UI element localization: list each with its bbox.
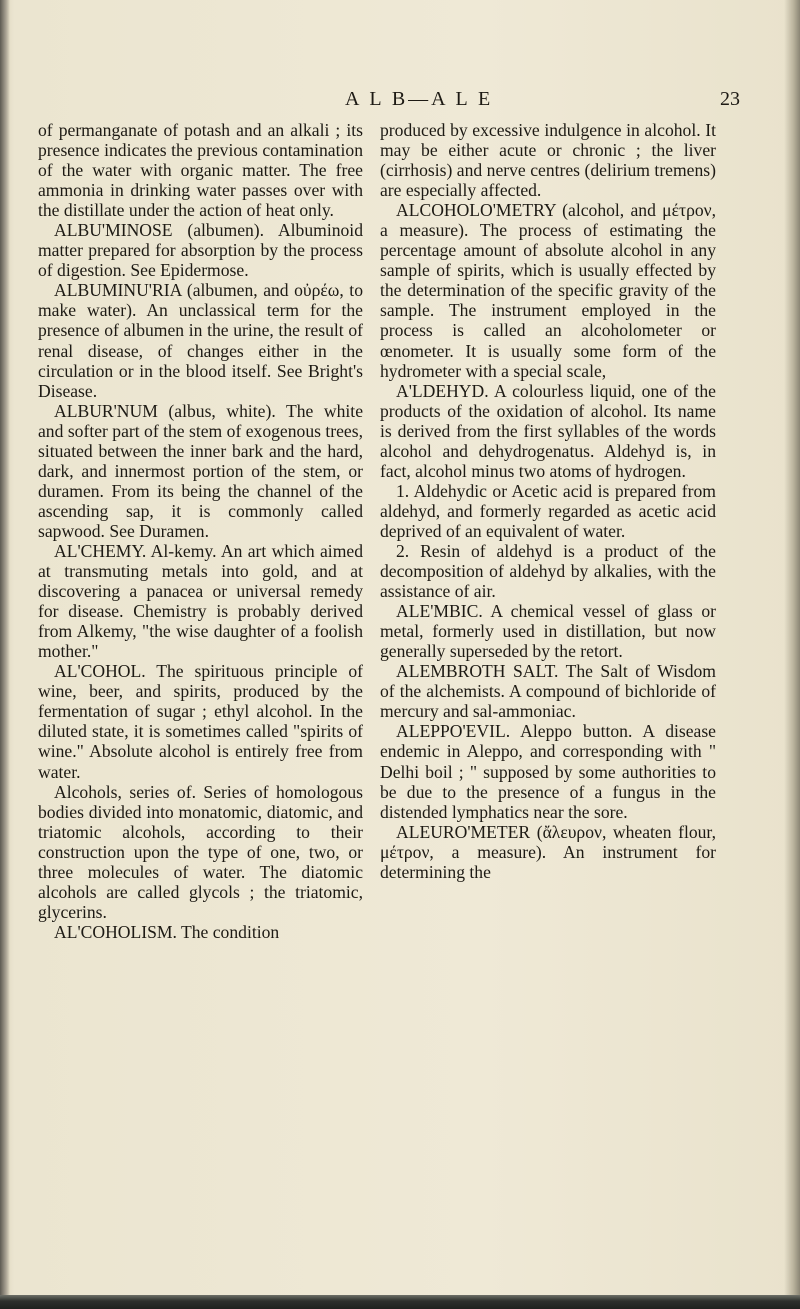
- page-header: [0, 88, 800, 114]
- paragraph: produced by excessive indulgence in alcohol. It may be either acute or chronic ; the liver (cirrhosis) and nerve centres (delirium tremens) are especially affected.: [380, 120, 716, 201]
- entry-alembroth-salt: ALEMBROTH SALT. The Salt of Wisdom of the alchemists. A compound of bichloride of mercury and sal-ammoniac.: [380, 661, 716, 722]
- entry-alcoholometry: ALCOHOLO'METRY (alcohol, and μέτρον, a measure). The process of estimating the percentage amount of absolute alcohol in any sample of spirits, which is usually effected by the determination of the specific gravity of the sample. The instrument employed in the process is called an alcoholometer or œnometer. It is usually some form of the hydrometer with a special scale,: [380, 200, 716, 381]
- bottom-edge: [0, 1295, 800, 1309]
- entry-aldehyd: A'LDEHYD. A colourless liquid, one of the products of the oxidation of alcohol. Its name is derived from the first syllables of the words alcohol and dehydrogenatus. Aldehyd is, in fact, alcohol minus two atoms of hydrogen.: [380, 380, 716, 481]
- page-edge: [784, 0, 800, 1309]
- entry-aldehydic-acid: 1. Aldehydic or Acetic acid is prepared from aldehyd, and formerly regarded as acetic acid deprived of an equivalent of water.: [380, 480, 716, 541]
- right-column: [380, 120, 716, 882]
- entry-aleppo-evil: ALEPPO'EVIL. Aleppo button. A disease endemic in Aleppo, and corresponding with " Delhi boil ; " supposed by some authorities to be due to the presence of a fungus in the distended lymphatics near the sore.: [380, 721, 716, 822]
- running-head: A L B—A L E: [345, 88, 494, 110]
- entry-alembic: ALE'MBIC. A chemical vessel of glass or metal, formerly used in distillation, but now generally superseded by the retort.: [380, 601, 716, 662]
- entry-aleurometer: ALEURO'METER (ἄλευρον, wheaten flour, μέτρον, a measure). An instrument for determining the: [380, 821, 716, 882]
- entry-alchemy: AL'CHEMY. Al-kemy. An art which aimed at transmuting metals into gold, and at discovering a panacea or universal remedy for disease. Chemistry is probably derived from Alkemy, "the wise daughter of a foolish mother.": [38, 540, 363, 662]
- entry-alcohols-series: Alcohols, series of. Series of homologous bodies divided into monatomic, diatomic, and triatomic alcohols, according to their construction upon the type of one, two, or three molecules of water. The diatomic alcohols are called glycols ; the triatomic, glycerins.: [38, 781, 363, 922]
- paragraph: of permanganate of potash and an alkali ; its presence indicates the previous contamination of the water with organic matter. The free ammonia in drinking water passes over with the distillate under the action of heat only.: [38, 120, 363, 221]
- page-number: 23: [720, 88, 740, 110]
- entry-resin-of-aldehyd: 2. Resin of aldehyd is a product of the decomposition of aldehyd by alkalies, with the assistance of air.: [380, 540, 716, 602]
- spine-shadow: [0, 0, 10, 1309]
- entry-alcohol: AL'COHOL. The spirituous principle of wine, beer, and spirits, produced by the fermentation of sugar ; ethyl alcohol. In the diluted state, it is sometimes called "spirits of wine." Absolute alcohol is entirely free from water.: [38, 661, 363, 782]
- entry-alburnum: ALBUR'NUM (albus, white). The white and softer part of the stem of exogenous trees, situated between the inner bark and the hard, dark, and innermost portion of the stem, or duramen. From its being the channel of the ascending sap, it is commonly called sapwood. See Duramen.: [38, 400, 363, 541]
- entry-alcoholism: AL'COHOLISM. The condition: [54, 921, 280, 942]
- entry-albuminuria: ALBUMINU'RIA (albumen, and οὐρέω, to make water). An unclassical term for the presence of albumen in the urine, the result of renal disease, of changes either in the circulation or in the blood itself. See Bright's Disease.: [38, 280, 363, 401]
- left-column: [38, 120, 363, 942]
- entry-albuminose: ALBU'MINOSE (albumen). Albuminoid matter prepared for absorption by the process of digestion. See Epidermose.: [38, 220, 363, 281]
